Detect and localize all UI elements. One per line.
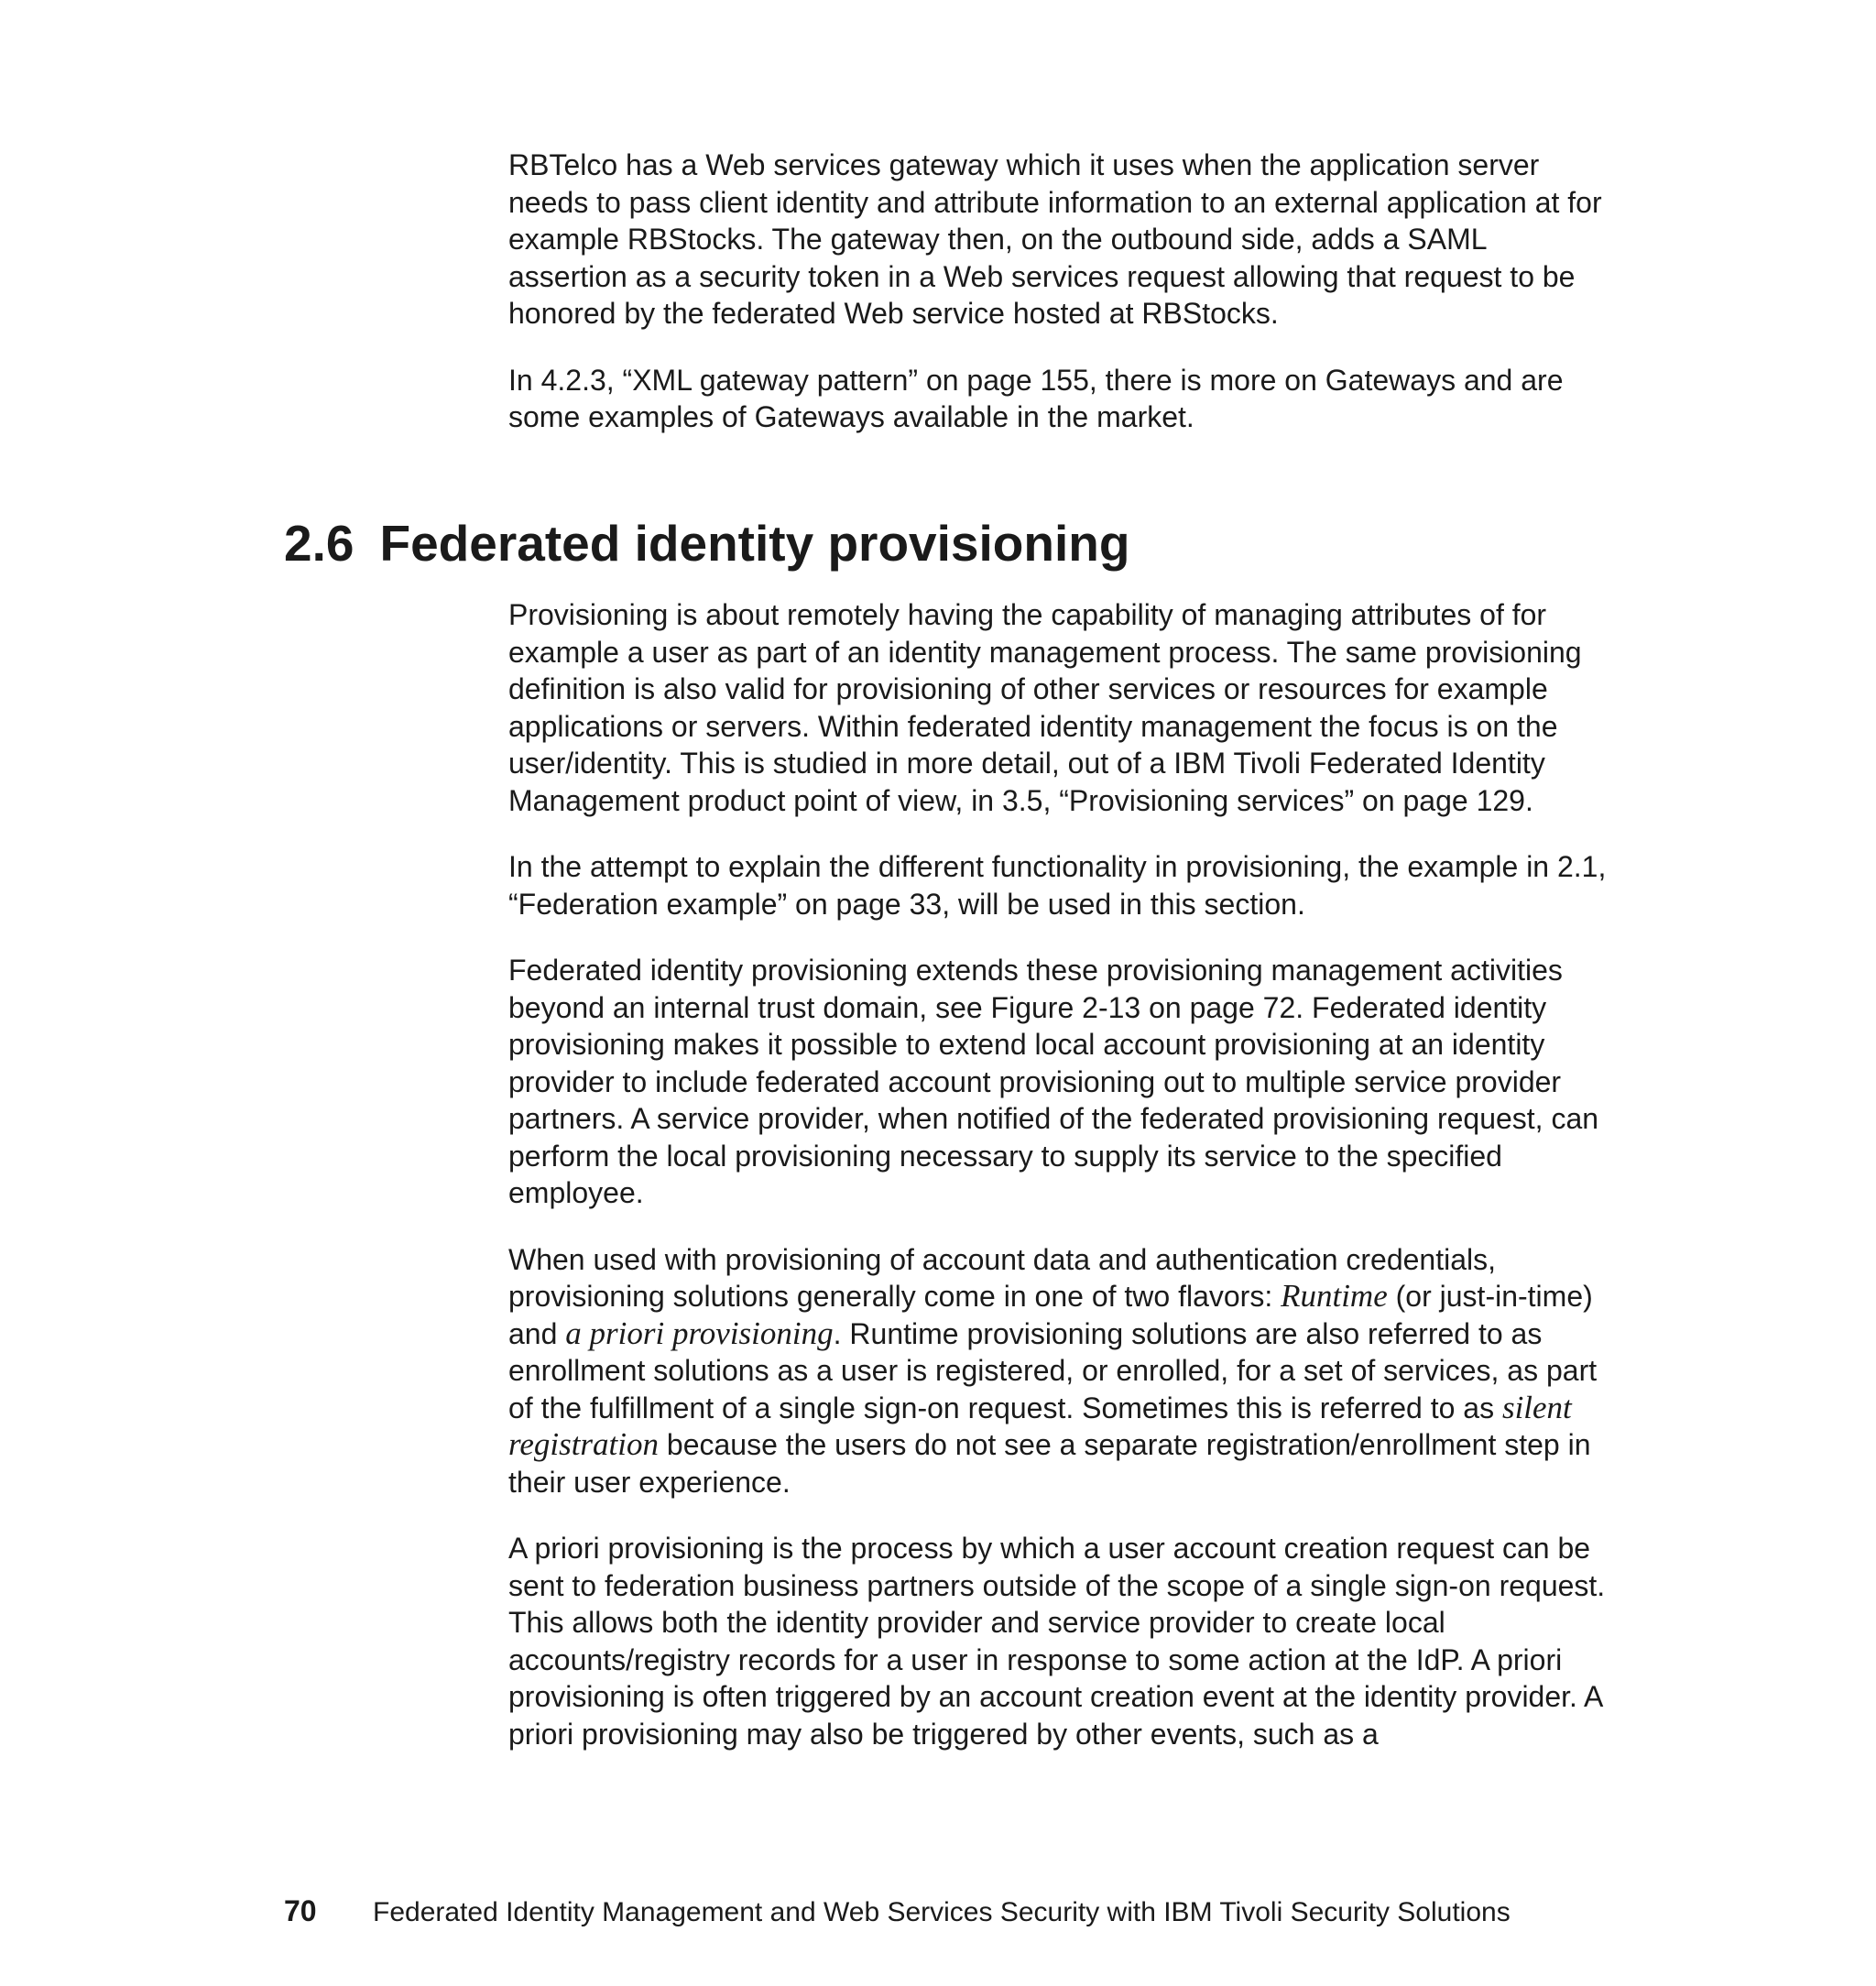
flavors-text-3: . Runtime provisioning solutions are also referred to as enrollment solutions as a user is registered, or enrolled, for a set of services, as part of the fulfillment of a single sign-on request. Sometimes this is referred to as	[508, 1316, 1598, 1424]
flavors-text-4: because the users do not see a separate registration/enrollment step in their user experience.	[508, 1428, 1591, 1499]
flavors-text-2: (or just-in-time) and	[508, 1280, 1593, 1350]
section-number: 2.6	[284, 515, 354, 572]
paragraph-a-priori-provisioning: A priori provisioning is the process by which a user account creation request can be sent to federation business partners outside of the scope of a single sign-on request. This allows both the identity provider and service provider to create local accounts/registry records for a user in response to some action at the IdP. A priori provisioning is often triggered by an account creation event at the identity provider. A priori provisioning may also be triggered by other events, such as a	[508, 1532, 1606, 1751]
term-silent-registration: silent registration	[508, 1389, 1572, 1462]
term-runtime: Runtime	[1281, 1278, 1388, 1314]
paragraph-provisioning-definition: Provisioning is about remotely having the capability of managing attributes of for example a user as part of an identity management process. The same provisioning definition is also valid for provisioning of other services or resources for example applications or servers. Within federated identity management the focus is on the user/identity. This is studied in more detail, out of a IBM Tivoli Federated Identity Management product point of view, in 3.5, “Provisioning services” on page 129.	[508, 598, 1582, 817]
section-title: Federated identity provisioning	[379, 515, 1130, 572]
book-title: Federated Identity Management and Web Services Security with IBM Tivoli Security Solutions	[373, 1897, 1511, 1927]
intro-paragraph-gateway: RBTelco has a Web services gateway which it uses when the application server needs to pass client identity and attribute information to an external application at for example RBStocks. The gateway then, on the outbound side, adds a SAML assertion as a security token in a Web services request allowing that request to be honored by the federated Web service hosted at RBStocks.	[508, 148, 1602, 330]
paragraph-federated-provisioning: Federated identity provisioning extends these provisioning management activities beyond an internal trust domain, see Figure 2-13 on page 72. Federated identity provisioning makes it possible to extend local account provisioning at an identity provider to include federated account provisioning out to multiple service provider partners. A service provider, when notified of the federated provisioning request, can perform the local provisioning necessary to supply its service to the specified employee.	[508, 954, 1599, 1209]
intro-paragraph-gateway-reference: In 4.2.3, “XML gateway pattern” on page 155, there is more on Gateways and are some examples of Gateways available in the market.	[508, 363, 1564, 433]
paragraph-functionality-example: In the attempt to explain the different functionality in provisioning, the example in 2.1, “Federation example” on page 33, will be used in this section.	[508, 850, 1607, 921]
flavors-text-1: When used with provisioning of account data and authentication credentials, provisioning solutions generally come in one of two flavors:	[508, 1242, 1497, 1313]
term-a-priori-provisioning: a priori provisioning	[565, 1315, 834, 1351]
paragraph-provisioning-flavors	[508, 1241, 1608, 1501]
section-body	[508, 596, 1608, 1752]
page-footer	[284, 1894, 1511, 1929]
intro-block	[508, 147, 1608, 436]
page-number: 70	[284, 1894, 317, 1927]
section-heading	[284, 513, 1129, 573]
